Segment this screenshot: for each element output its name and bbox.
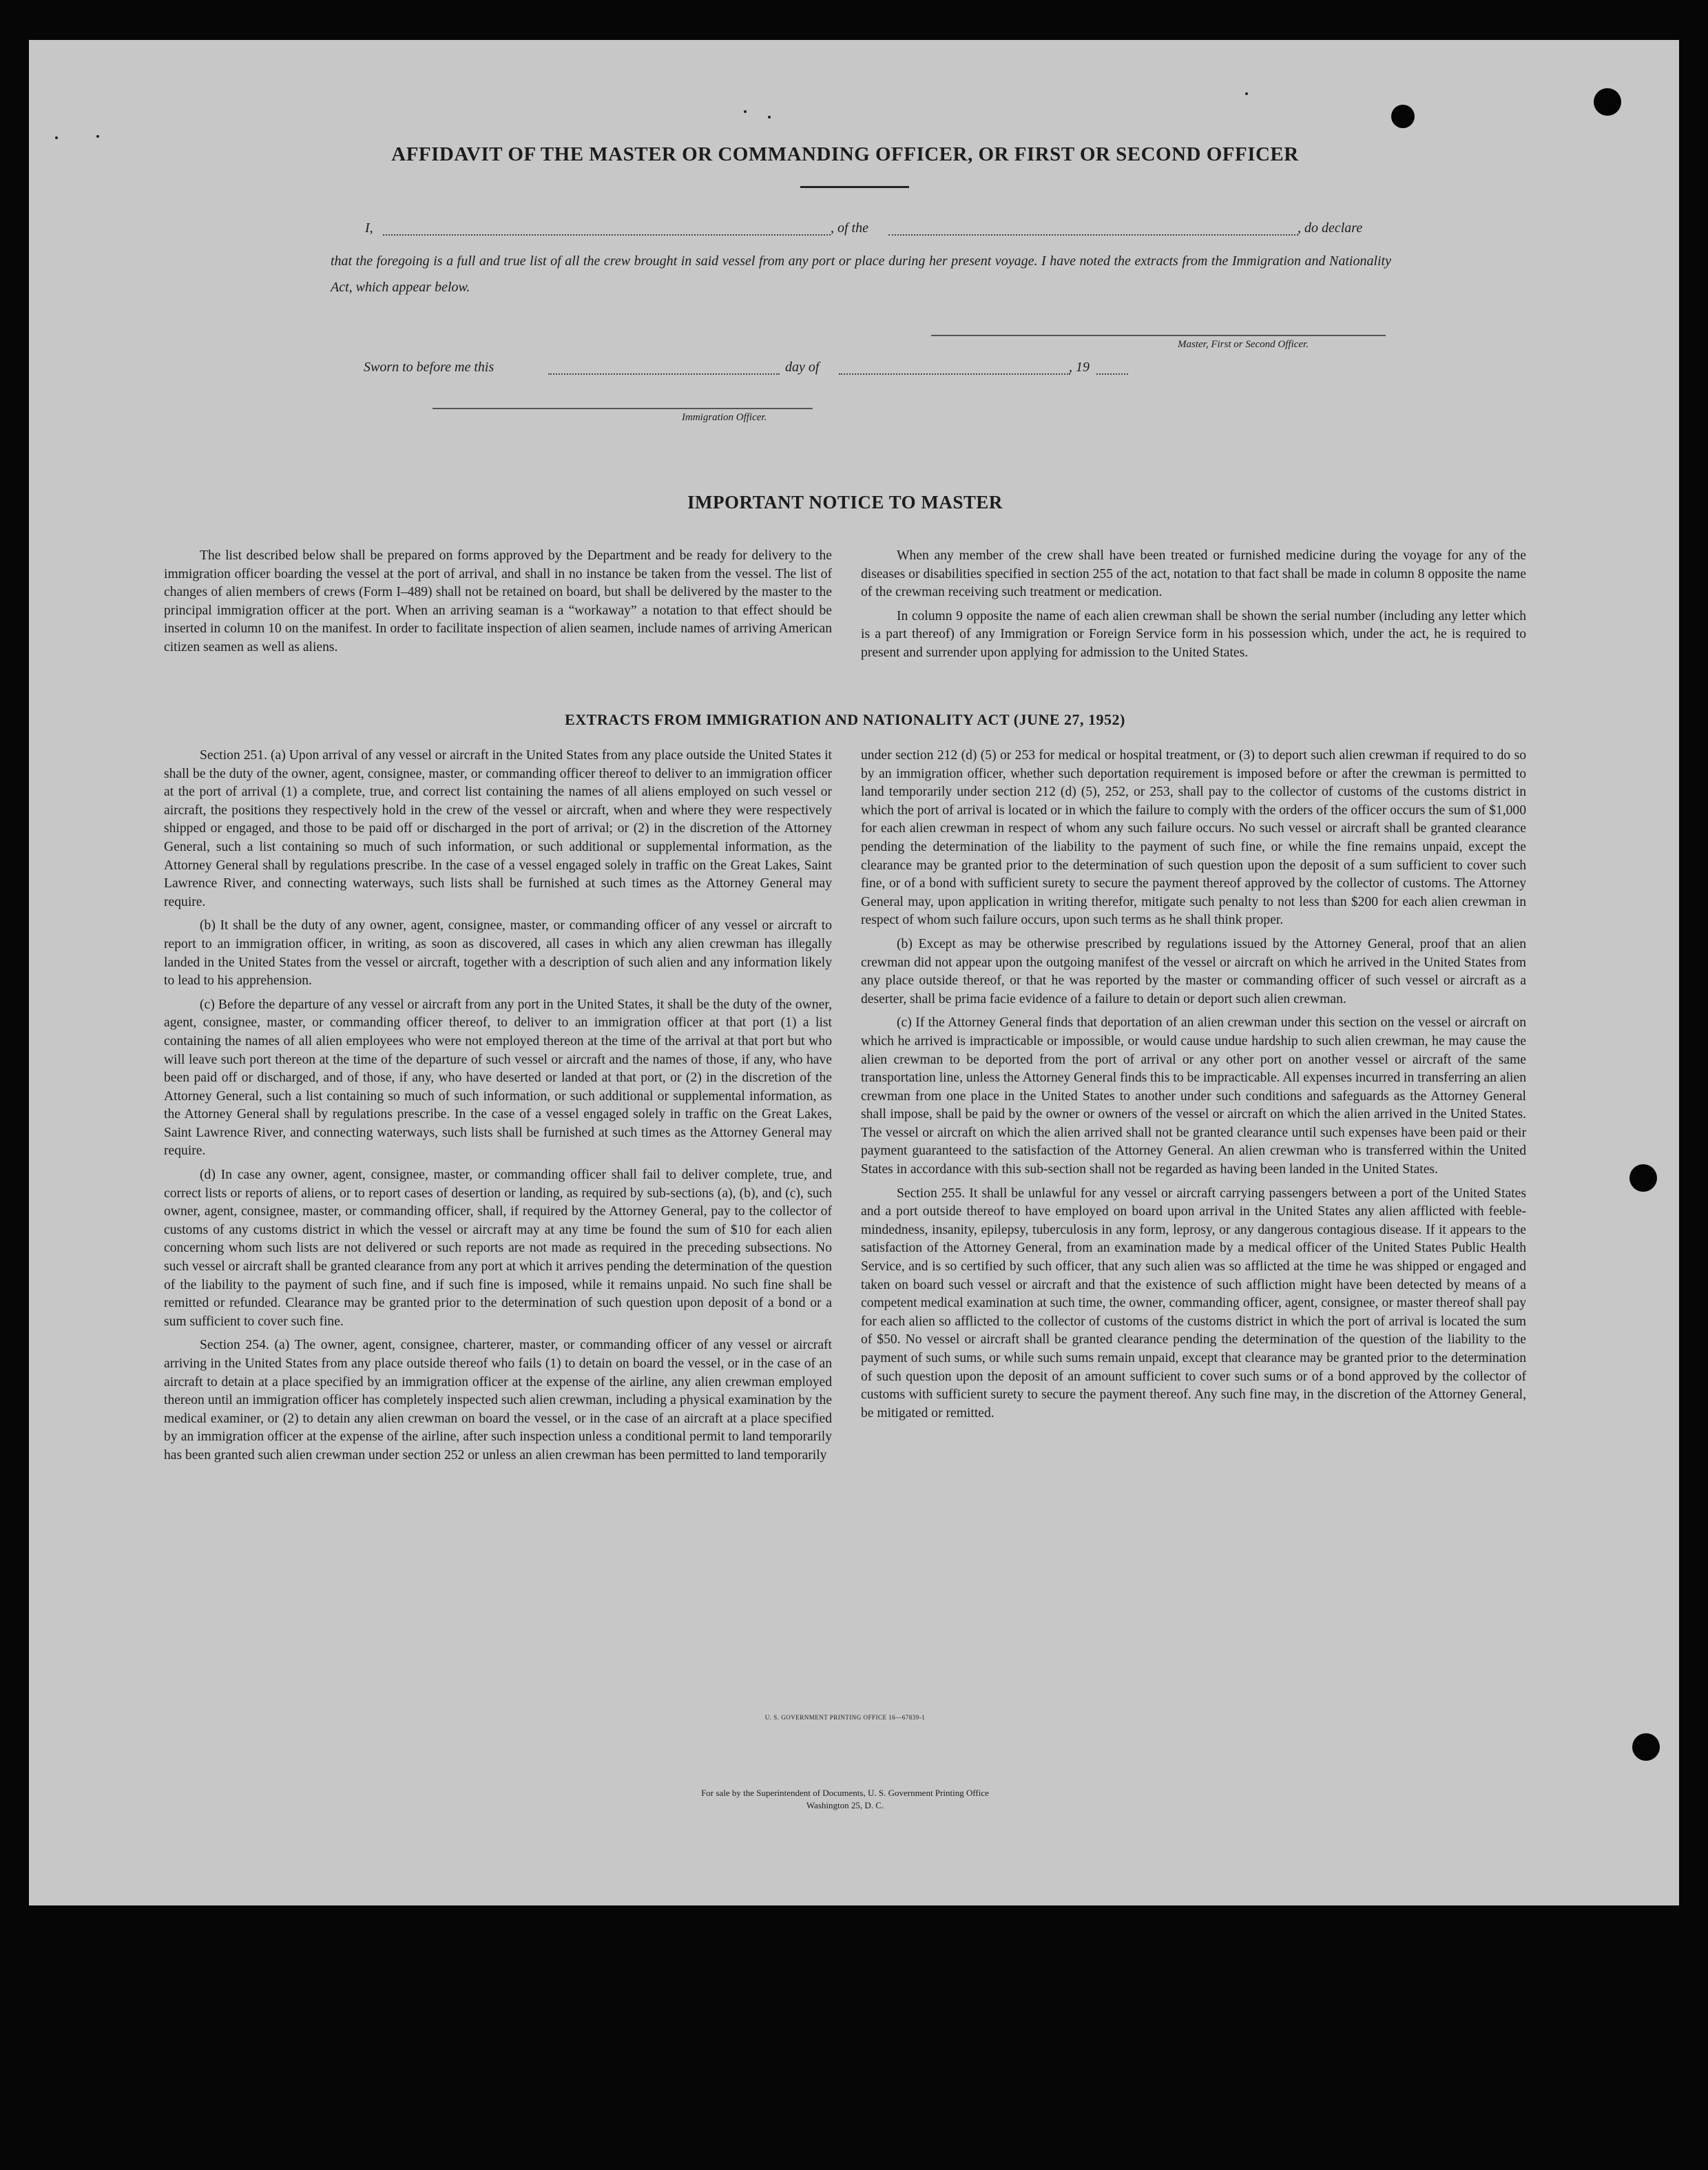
- punch-hole-top-right: [1594, 88, 1621, 116]
- affidavit-statement: that the foregoing is a full and true list of all the crew brought in said vessel from any port or place during her present voyage. I have noted the extracts from the Immigration and Nationality Act, which appear below.: [331, 254, 1391, 295]
- act-paragraph: under section 212 (d) (5) or 253 for medical or hospital treatment, or (3) to deport such alien crewman if required to do so by an immigration officer, whether such deportation requirement is imposed before or after the crewman is permitted to land temporarily under section 212 (d) (5), 252, or 253, shall pay to the collector of customs of the customs district in which the port of arrival is located or in which the failure to comply with the orders of the officer occurs the sum of $1,000 for each alien crewman in respect of whom any such failure occurs. No such vessel or aircraft shall be granted clearance pending the determination of the liability to the payment of such fine, or while the fine remains unpaid, except the clearance may be granted prior to the determination of such question upon the deposit of a sum sufficient to cover such fine, or of a bond with sufficient surety to secure the payment thereof approved by the collector of customs. The Attorney General may, upon application in writing therefor, mitigate such penalty to not less than $200 for each alien crewman in respect of whom such failure occurs, upon such terms as he shall think proper.: [861, 748, 1526, 928]
- vessel-blank-line: [888, 234, 1298, 236]
- sworn-label: Sworn to before me this: [364, 360, 494, 375]
- act-paragraph: Section 255. It shall be unlawful for any vessel or aircraft carrying passengers between a port of the United States and a port outside thereof to have employed on board upon arrival in the United States any alien afflicted with feeble-mindedness, insanity, epilepsy, tuberculosis in any form, leprosy, or any dangerous contagious disease. If it appears to the satisfaction of the Attorney General, from an examination made by a medical officer of the United States Public Health Service, and is so certified by such officer, that any such alien was so afflicted at the time he was shipped or engaged and taken on board such vessel or aircraft and that the existence of such affliction might have been detected by means of a competent medical examination at such time, the owner, commanding officer, agent, consignee, or master thereof shall pay for each alien so afflicted to the collector of customs of the customs district in which the port of arrival is located the sum of $50. No vessel or aircraft shall be granted clearance pending the determination of the question of the liability to the payment of such sums, or while such sums remain unpaid, except that clearance may be granted prior to the determination of such question upon the deposit of an amount sufficient to cover such sums or of a bond approved by the collector of customs with sufficient surety to secure the payment thereof. Any such fine may, in the discretion of the Attorney General, be mitigated or remitted.: [861, 1186, 1526, 1420]
- notice-paragraph: When any member of the crew shall have been treated or furnished medicine during the voyage for any of the diseases or disabilities specified in section 255 of the act, notation to that fact shall be made in column 8 opposite the name of the crewman receiving such treatment or medication.: [861, 548, 1526, 600]
- signer-caption: Master, First or Second Officer.: [1178, 339, 1309, 350]
- speck-mark: [55, 136, 58, 139]
- speck-mark: [1245, 92, 1248, 95]
- sale-notice-line1: For sale by the Superintendent of Documents, U. S. Government Printing Office: [701, 1788, 989, 1798]
- affidavit-i-label: I,: [365, 220, 373, 236]
- title-underline: [800, 186, 909, 188]
- act-paragraph: Section 251. (a) Upon arrival of any vessel or aircraft in the United States from any place outside the United States it shall be the duty of the owner, agent, consignee, master, or commanding officer thereof to deliver to an immigration officer at the port of arrival (1) a complete, true, and correct list containing the names of all aliens employed on such vessel or aircraft, the positions they respectively hold in the crew of the vessel or aircraft, when and where they were respectively shipped or engaged, and those to be paid off or discharged in the port of arrival; or (2) in the discretion of the Attorney General, such a list containing so much of such information, or such additional or supplemental information, as the Attorney General shall by regulations prescribe. In the case of a vessel engaged solely in traffic on the Great Lakes, Saint Lawrence River, and connecting waterways, such lists shall be furnished at such times as the Attorney General may require.: [164, 748, 832, 909]
- day-of-label: day of: [785, 360, 820, 375]
- officer-signature-line: [433, 408, 813, 409]
- notice-title: IMPORTANT NOTICE TO MASTER: [687, 492, 1003, 513]
- notice-paragraph: In column 9 opposite the name of each alien crewman shall be shown the serial number (including any letter which is a part thereof) of any Immigration or Foreign Service form in his possession which, under the act, he is required to present and surrender upon applying for admission to the United States.: [861, 608, 1526, 660]
- extracts-left-column: [164, 747, 832, 1465]
- signature-line: [931, 335, 1386, 336]
- act-paragraph: Section 254. (a) The owner, agent, consignee, charterer, master, or commanding officer of any vessel or aircraft arriving in the United States from any place outside thereof who fails (1) to detain on board the vessel, or in the case of an aircraft to detain at a place specified by an immigration officer at the expense of the airline, any alien crewman employed thereon until an immigration officer has completely inspected such alien crewman, including a physical examination by the medical examiner, or (2) to detain any alien crewman on board the vessel, or in the case of an aircraft at a place specified by an immigration officer at the expense of the airline, after such inspection unless a conditional permit to land temporarily has been granted such alien crewman under section 252 or unless an alien crewman has been permitted to land temporarily: [164, 1338, 832, 1463]
- punch-hole-bottom-right: [1632, 1733, 1660, 1761]
- notice-left-column: [164, 547, 832, 657]
- punch-hole-middle-right: [1629, 1164, 1657, 1192]
- year-blank: [1096, 373, 1128, 375]
- sale-notice-line2: Washington 25, D. C.: [806, 1800, 884, 1810]
- sworn-month-blank: [839, 373, 1070, 375]
- act-paragraph: (b) It shall be the duty of any owner, agent, consignee, master, or commanding officer of any vessel or aircraft to report to an immigration officer, in writing, as soon as discovered, all cases in which any alien crewman has illegally landed in the United States from the vessel or aircraft, together with a description of such alien and any information likely to lead to his apprehension.: [164, 918, 832, 989]
- act-paragraph: (b) Except as may be otherwise prescribed by regulations issued by the Attorney General, proof that an alien crewman did not appear upon the outgoing manifest of the vessel or aircraft on which he arrived in the United States from any place outside thereof, or that he was reported by the master or commanding officer of such vessel or aircraft as a deserter, shall be prima facie evidence of a failure to detain or deport such alien crewman.: [861, 936, 1526, 1006]
- do-declare-label: , do declare: [1298, 220, 1363, 236]
- sworn-day-blank: [548, 373, 780, 375]
- punch-hole-top: [1391, 105, 1415, 128]
- year-label: , 19: [1069, 360, 1090, 375]
- speck-mark: [768, 116, 771, 118]
- notice-paragraph: The list described below shall be prepared on forms approved by the Department and be ready for delivery to the immigration officer boarding the vessel at the port of arrival, and shall in no instance be taken from the vessel. The list of changes of alien members of crews (Form I–489) shall not be retained on board, but shall be delivered by the master to the principal immigration officer at the port. When an arriving seaman is a “workaway” a notation to that effect should be inserted in column 10 on the manifest. In order to facilitate inspection of alien seamen, include names of arriving American citizen seamen as well as aliens.: [164, 548, 832, 654]
- printing-office-code: U. S. GOVERNMENT PRINTING OFFICE 16—67839-1: [764, 1714, 926, 1721]
- officer-caption: Immigration Officer.: [682, 412, 767, 423]
- act-paragraph: (c) If the Attorney General finds that deportation of an alien crewman under this section on the vessel or aircraft on which he arrived is impracticable or impossible, or would cause undue hardship to such alien crewman, he may cause the alien crewman to be deported from the port of arrival or any other port on another vessel or aircraft of the same transportation line, unless the Attorney General finds this to be impracticable. All expenses incurred in transferring an alien crewman from one place in the United States to another under such conditions and safeguards as the Attorney General shall impose, shall be paid by the owner or owners of the vessel or aircraft on which the alien arrived in the United States. The vessel or aircraft on which the alien arrived shall not be granted clearance until such expenses have been paid or their payment guaranteed to the satisfaction of the Attorney General. An alien crewman who is transferred within the United States in accordance with this sub-section shall not be regarded as having been landed in the United States.: [861, 1015, 1526, 1177]
- extracts-right-column: [861, 747, 1526, 1423]
- act-paragraph: (d) In case any owner, agent, consignee, master, or commanding officer shall fail to deliver complete, true, and correct lists or reports of aliens, or to report cases of desertion or landing, as required by sub-sections (a), (b), and (c), such owner, agent, consignee, master, or commanding officer, shall, if required by the Attorney General, pay to the collector of customs of any customs district in which the vessel or aircraft may at any time be found the sum of $10 for each alien concerning whom such lists are not delivered or such reports are not made as required in the preceding subsections. No such vessel or aircraft shall be granted clearance from any port at which it arrives pending the determination of the question of the liability to the payment of such fine, and if such fine is imposed, while it remains unpaid. No such fine shall be remitted or refunded. Clearance may be granted prior to the determination of such question upon deposit of a bond or a sum sufficient to cover such fine.: [164, 1168, 832, 1329]
- name-blank-line: [383, 234, 831, 236]
- act-paragraph: (c) Before the departure of any vessel or aircraft from any port in the United States, it shall be the duty of the owner, agent, consignee, master, or commanding officer thereof, to deliver to an immigration officer at that port (1) a list containing the names of all alien employees who were not employed thereon at the time of the arrival at that port but who will leave such port thereon at the time of the departure of such vessel or aircraft and the names of those, if any, who have been paid off or discharged, and of those, if any, who have deserted or landed at that port, or (2) in the discretion of the Attorney General, such a list containing so much of such information, or such additional or supplemental information, as the Attorney General shall by regulations prescribe. In the case of a vessel engaged solely in traffic on the Great Lakes, Saint Lawrence River, and connecting waterways, such lists shall be furnished at such times as the Attorney General may require.: [164, 997, 832, 1159]
- extracts-title: EXTRACTS FROM IMMIGRATION AND NATIONALITY ACT (JUNE 27, 1952): [565, 711, 1125, 728]
- notice-right-column: [861, 547, 1526, 663]
- of-the-label: , of the: [831, 220, 868, 236]
- speck-mark: [744, 110, 747, 113]
- speck-mark: [96, 135, 99, 138]
- affidavit-title: AFFIDAVIT OF THE MASTER OR COMMANDING OFFICER, OR FIRST OR SECOND OFFICER: [391, 143, 1299, 165]
